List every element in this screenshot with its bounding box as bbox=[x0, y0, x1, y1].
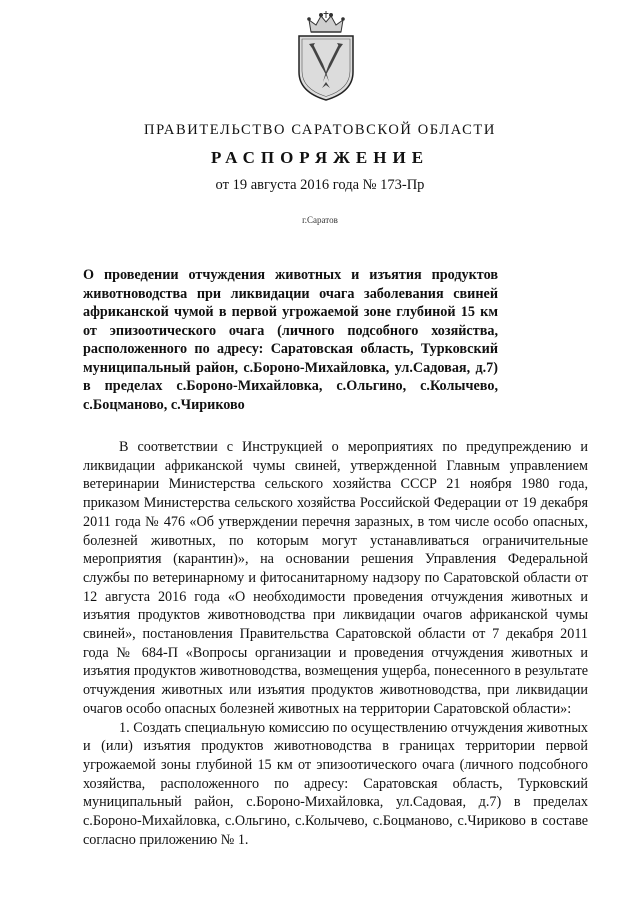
document-body bbox=[83, 438, 588, 849]
document-date-number: от 19 августа 2016 года № 173-Пр bbox=[215, 177, 425, 193]
preamble-paragraph: В соответствии с Инструкцией о мероприятиях по предупреждению и ликвидации африканской чумы свиней, утвержденной Главным управлением ветеринарии Министерства сельского хозяйства СССР 21 ноября 1980 года, приказом Министерства сельского хозяйства Российской Федерации от 19 декабря 2011 года № 476 «Об утверждении перечня заразных, в том числе особо опасных, болезней животных, по которым могут устанавливаться ограничительные мероприятия (карантин)», на основании решения Управления Федеральной службы по ветеринарному и фитосанитарному надзору по Саратовской области от 12 августа 2016 года «О необходимости проведения отчуждения животных и изъятия продуктов животноводства при ликвидации очагов африканской чумы свиней», постановления Правительства Саратовской области от 7 декабря 2011 года № 684-П «Вопросы организации и проведения отчуждения животных и изъятия продуктов животноводства, возмещения ущерба, понесенного в результате отчуждения животных или изъятия продуктов животноводства, при ликвидации очагов особо опасных болезней животных на территории Саратовской области»: bbox=[83, 439, 588, 717]
item-1-paragraph: 1. Создать специальную комиссию по осуществлению отчуждения животных и (или) изъятия продуктов животноводства в границах территории первой угрожаемой зоны глубиной 15 км от эпизоотического очага (личного подсобного хозяйства, расположенного по адресу: Саратовская область, Турковский муниципальный район, с.Бороно-Михайловка, ул.Садовая, д.7) в пределах с.Бороно-Михайловка, с.Ольгино, с.Колычево, с.Боцманово, с.Чириково в составе согласно приложению № 1. bbox=[83, 719, 588, 848]
document-title: О проведении отчуждения животных и изъятия продуктов животноводства при ликвидации очага заболевания свиней африканской чумой в первой угрожаемой зоне глубиной 15 км от эпизоотического очага (личного подсобного хозяйства, расположенного по адресу: Саратовская область, Турковский муниципальный район, с.Бороно-Михайловка, ул.Садовая, д.7) в пределах с.Бороно-Михайловка, с.Ольгино, с.Колычево, с.Боцманово, с.Чириково bbox=[83, 267, 498, 413]
city-name: г.Саратов bbox=[302, 215, 338, 225]
document-type: РАСПОРЯЖЕНИЕ bbox=[210, 148, 430, 167]
government-name: ПРАВИТЕЛЬСТВО САРАТОВСКОЙ ОБЛАСТИ bbox=[144, 122, 496, 138]
saratov-coat-of-arms-icon bbox=[293, 8, 359, 102]
